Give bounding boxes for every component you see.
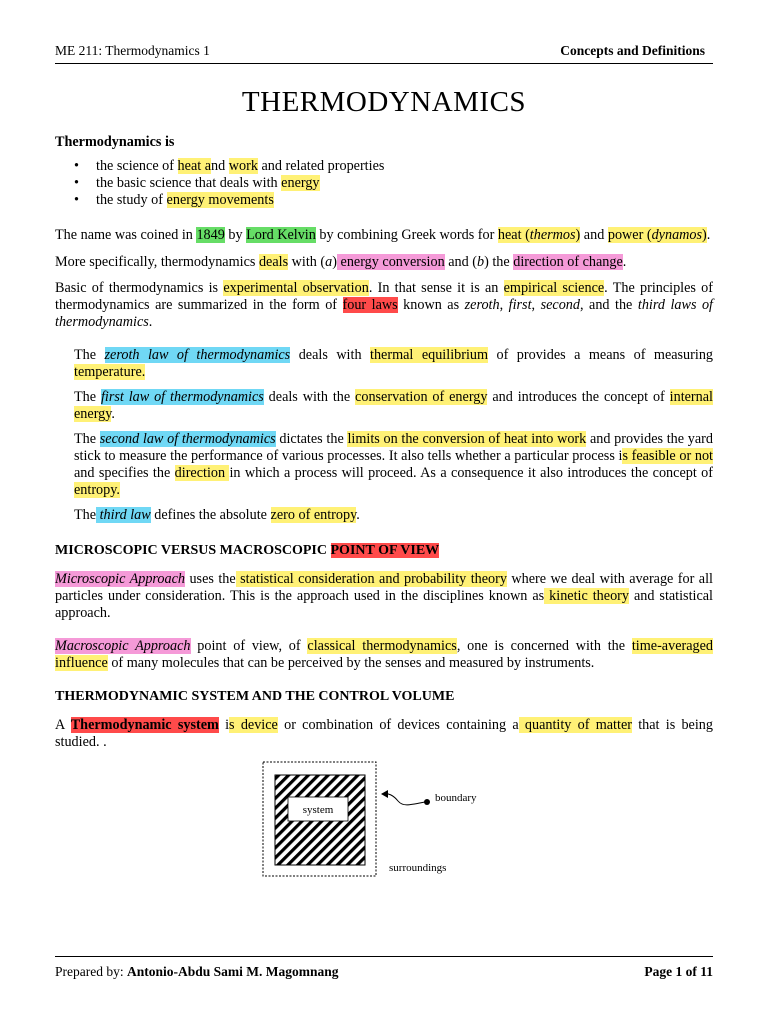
- author-credit: Prepared by: Antonio-Abdu Sami M. Magomnang: [55, 964, 339, 979]
- course-title: ME 211: Thermodynamics 1: [55, 43, 210, 58]
- header-rule: [55, 63, 713, 64]
- paragraph-system: A Thermodynamic system is device or combination of devices containing a quantity of matter that is being studied. .: [55, 717, 713, 750]
- boundary-label: boundary: [435, 792, 477, 804]
- list-item: • the science of heat and work and related properties: [55, 158, 713, 175]
- page-header: [55, 43, 713, 61]
- system-boundary-figure: [55, 759, 713, 894]
- paragraph-basic: Basic of thermodynamics is experimental observation. In that sense it is an empirical science. The principles of thermodynamics are summarized in the form of four laws known as zeroth, first, second, and the third laws of thermodynamics.: [55, 280, 714, 330]
- author-name: Antonio-Abdu Sami M. Magomnang: [126, 964, 339, 979]
- page-footer: [55, 964, 713, 982]
- surroundings-label: surroundings: [389, 862, 447, 874]
- section-heading-system: THERMODYNAMIC SYSTEM AND THE CONTROL VOLUME: [55, 689, 455, 704]
- third-law: The third law defines the absolute zero of entropy.: [74, 507, 360, 523]
- section-heading-micro-macro: MICROSCOPIC VERSUS MACROSCOPIC POINT OF VIEW: [55, 543, 440, 558]
- list-item: • the study of energy movements: [55, 192, 713, 209]
- document-body: [55, 134, 713, 894]
- page-title: THERMODYNAMICS: [241, 86, 527, 118]
- zeroth-law: The zeroth law of thermodynamics deals with thermal equilibrium of provides a means of measuring temperature.: [74, 347, 714, 380]
- system-diagram: [55, 759, 713, 894]
- section-title: Concepts and Definitions: [560, 43, 705, 58]
- paragraph-specifically: More specifically, thermodynamics deals with (a) energy conversion and (b) the direction of change.: [55, 254, 627, 270]
- system-label: system: [302, 804, 334, 816]
- paragraph-name-origin: The name was coined in 1849 by Lord Kelvin by combining Greek words for heat (thermos) and power (dynamos).: [55, 227, 711, 243]
- intro-lead: Thermodynamics is: [55, 134, 175, 150]
- paragraph-macroscopic: Macroscopic Approach point of view, of classical thermodynamics, one is concerned with the time-averaged influence of many molecules that can be perceived by the senses and measured by instruments.: [55, 638, 713, 671]
- footer-rule: [55, 956, 713, 957]
- first-law: The first law of thermodynamics deals with the conservation of energy and introduces the concept of internal energy.: [74, 389, 713, 422]
- paragraph-microscopic: Microscopic Approach uses the statistical consideration and probability theory where we deal with average for all particles under consideration. This is the approach used in the disciplines known as kinetic theory and statistical approach.: [55, 571, 714, 621]
- list-item: • the basic science that deals with energy: [55, 175, 713, 192]
- page-number: Page 1 of 11: [644, 964, 713, 979]
- second-law: The second law of thermodynamics dictates the limits on the conversion of heat into work and provides the yard stick to measure the performance of various processes. It also tells whether a particular process is feasible or not and specifies the direction in which a process will proceed. As a consequence it also introduces the concept of entropy.: [74, 431, 713, 498]
- boundary-arrow: [382, 793, 425, 804]
- intro-list: [55, 158, 713, 209]
